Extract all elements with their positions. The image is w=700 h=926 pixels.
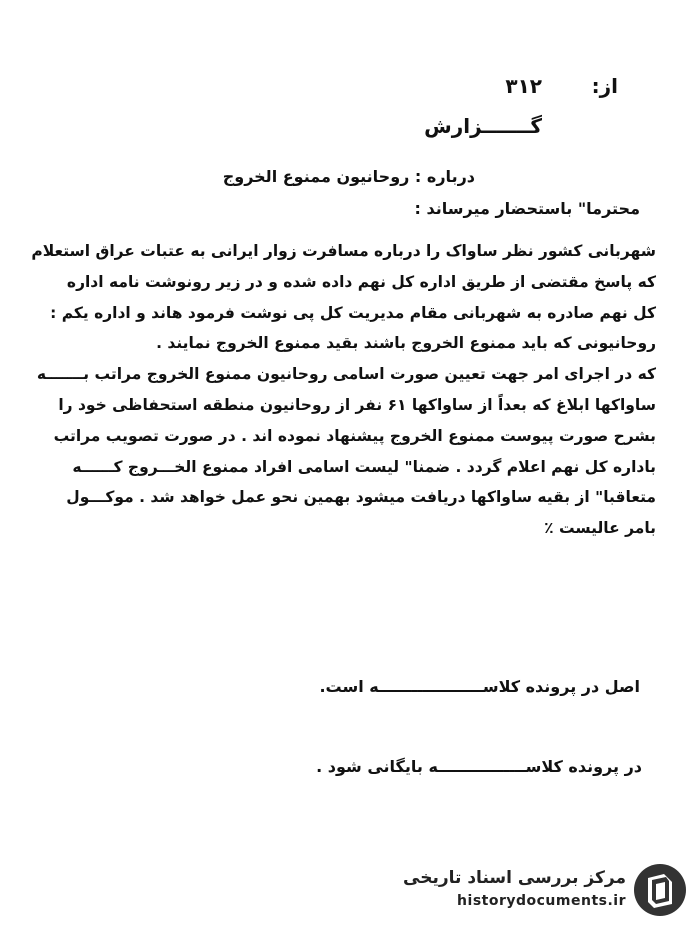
document-number: ۳۱۲: [505, 74, 542, 98]
body-line: شهربانی کشور نظر ساواک را درباره مسافرت زوار ایرانی به عتبات عراق استعلام: [31, 242, 656, 260]
body-line: ساواکها ابلاغ که بعداً از ساواکها ۶۱ نفر از روحانیون منطقه استحفاظی خود را: [58, 395, 656, 414]
from-label: از:: [591, 74, 618, 98]
body-line: بامر عالیست ٪: [544, 519, 656, 538]
body-line: روحانیونی که باید ممنوع الخروج باشند بقید ممنوع الخروج نمایند .: [156, 334, 656, 353]
archive-logo-icon: [632, 862, 688, 918]
body-line: که پاسخ مقتضی از طریق اداره کل نهم داده شده و در زیر رونوشت نامه اداره: [66, 272, 656, 291]
watermark-site-link[interactable]: historydocuments.ir: [457, 893, 626, 909]
salutation: محترما" باستحضار میرساند :: [414, 199, 640, 218]
subject-line: درباره : روحانیون ممنوع الخروج: [222, 167, 475, 186]
body-line: متعاقبا" از بقیه ساواکها دریافت میشود بهمین نحو عمل خواهد شد . موکـــول: [66, 488, 656, 507]
document-title: گـــــــزارش: [424, 114, 542, 138]
body-line: که در اجرای امر جهت تعیین صورت اسامی روحانیون ممنوع الخروج مراتب بـــــــه: [36, 365, 656, 384]
archive-file-note: در پرونده کلاســــــــــــــــه بایگانی شود .: [316, 757, 642, 776]
watermark-org-name: مرکز بررسی اسناد تاریخی: [403, 868, 626, 888]
original-file-note: اصل در پرونده کلاســـــــــــــــــــه است.: [319, 677, 640, 696]
watermark: [388, 862, 688, 918]
body-line: بشرح صورت پیوست ممنوع الخروج پیشنهاد نموده اند . در صورت تصویب مراتب: [53, 426, 656, 445]
report-body: [31, 236, 656, 544]
body-line: باداره کل نهم اعلام گردد . ضمنا" لیست اسامی افراد ممنوع الخـــروج کــــــه: [72, 457, 656, 476]
body-line: کل نهم صادره به شهربانی مقام مدیریت کل پی نوشت فرمود هاند و اداره یکم :: [50, 303, 656, 322]
